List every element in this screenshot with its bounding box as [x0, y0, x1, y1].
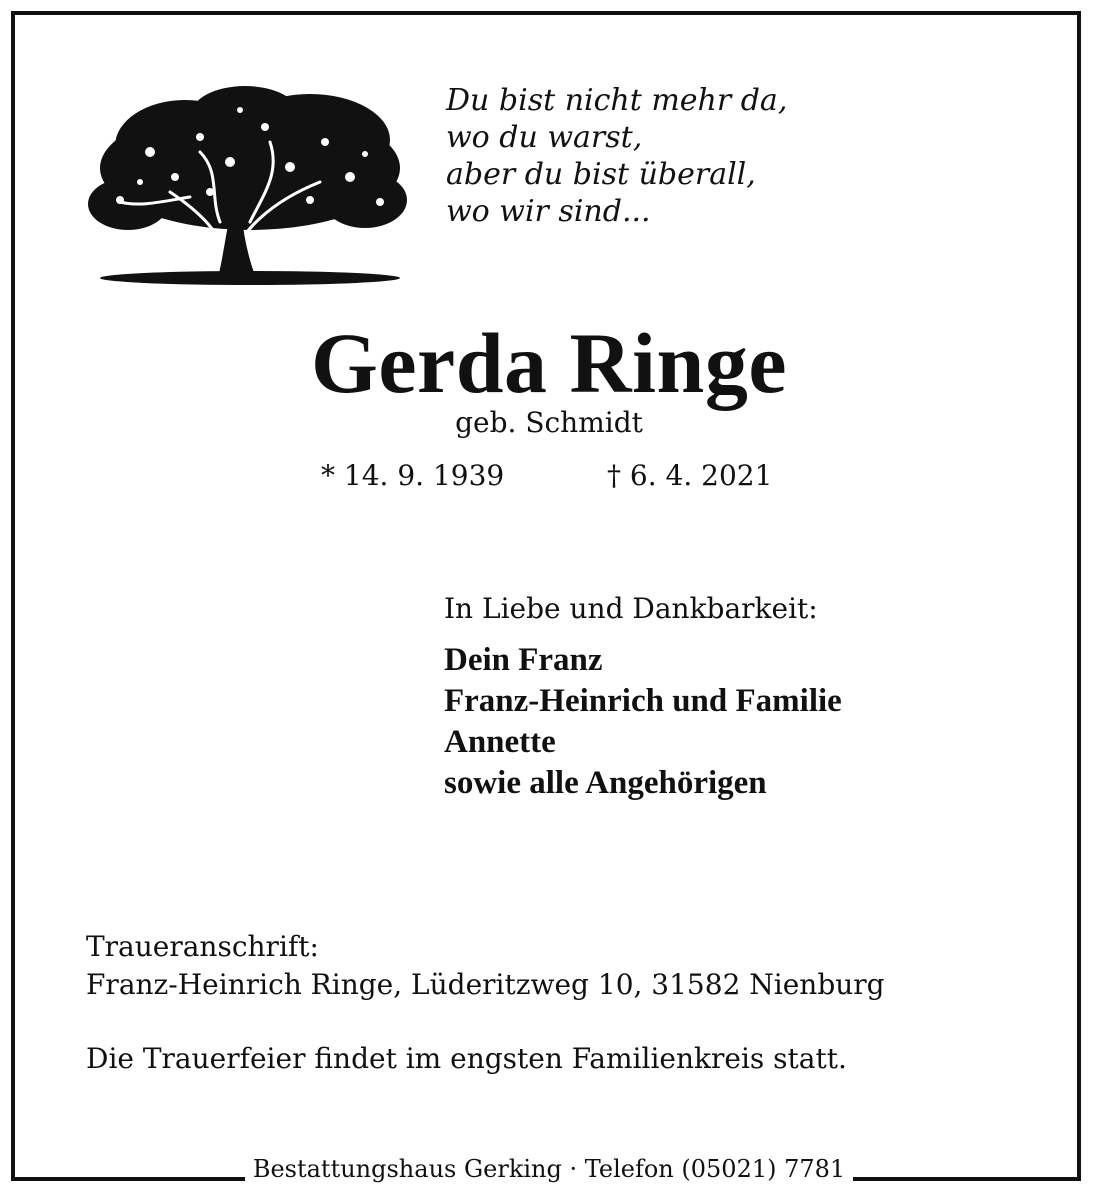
deceased-name: Gerda Ringe [310, 315, 788, 411]
mourning-address: Franz-Heinrich Ringe, Lüderitzweg 10, 31582 Nienburg [86, 968, 885, 1001]
poem-line: aber du bist überall, [446, 157, 756, 192]
poem-verse [446, 82, 787, 230]
mourner-name: Annette [444, 724, 556, 760]
poem-line: Du bist nicht mehr da, [446, 83, 788, 118]
address-label: Traueranschrift: [86, 930, 319, 963]
funeral-home-footer [0, 1152, 1098, 1186]
mourning-intro: In Liebe und Dankbarkeit: [444, 592, 818, 625]
birth-date: * 14. 9. 1939 [321, 459, 505, 492]
mourner-name: sowie alle Angehörigen [444, 765, 767, 801]
footer-text: Bestattungshaus Gerking · Telefon (05021) 7781 [245, 1152, 853, 1186]
mourners-list [444, 640, 842, 804]
ceremony-note: Die Trauerfeier findet im engsten Familienkreis statt. [86, 1042, 847, 1075]
poem-line: wo wir sind... [446, 194, 651, 229]
death-date: † 6. 4. 2021 [607, 459, 773, 492]
mourner-name: Dein Franz [444, 642, 603, 678]
maiden-name: geb. Schmidt [455, 406, 643, 439]
tree-illustration [80, 82, 412, 288]
mourner-name: Franz-Heinrich und Familie [444, 683, 842, 719]
poem-line: wo du warst, [446, 120, 643, 155]
